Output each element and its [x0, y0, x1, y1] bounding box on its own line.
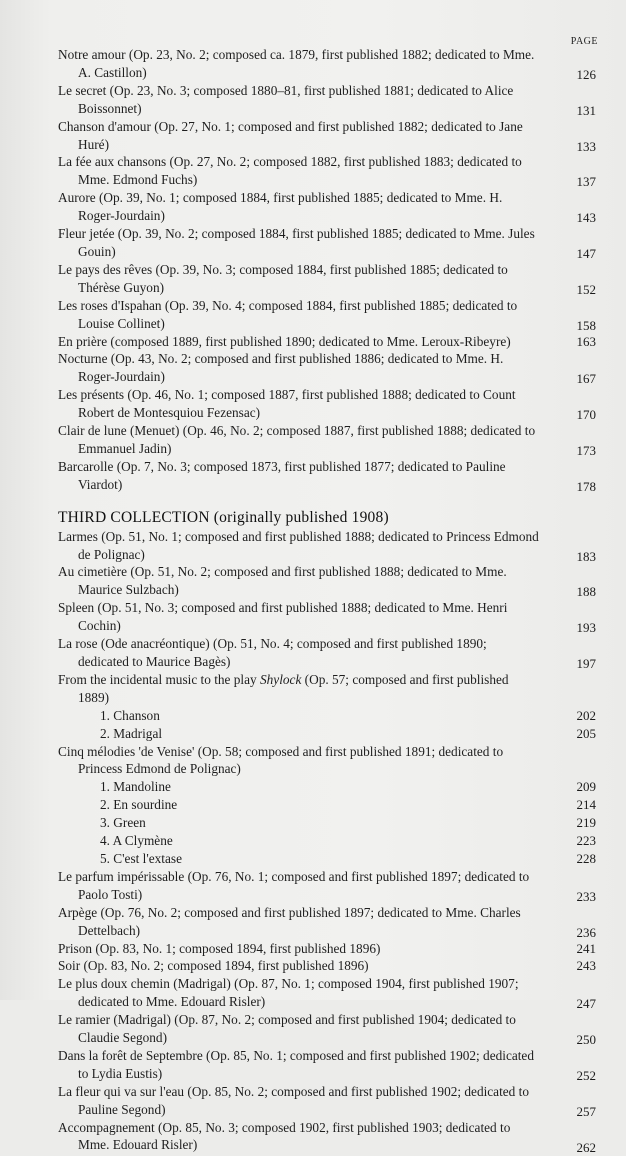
page-number: 257	[576, 1103, 596, 1119]
list-item: Cinq mélodies 'de Venise' (Op. 58; composed and first published 1891; dedicated to Princess Edmond de Polignac)	[58, 743, 504, 777]
sub-list-item: 1. Chanson 202	[100, 707, 596, 723]
page-number: 131	[576, 102, 596, 118]
list-item: La fée aux chansons (Op. 27, No. 2; composed 1882, first published 1883; dedicated to Mme. Edmond Fuchs) 137	[58, 154, 596, 190]
page-number: 233	[576, 888, 596, 904]
list-item: Larmes (Op. 51, No. 1; composed and first published 1888; dedicated to Princess Edmond de Polignac) 183	[58, 528, 596, 564]
sub-list-item: 5. C'est l'extase 228	[100, 850, 596, 866]
page-number: 252	[576, 1067, 596, 1083]
list-item: From the incidental music to the play Shylock (Op. 57; composed and first published 1889)	[58, 671, 509, 705]
list-item: Nocturne (Op. 43, No. 2; composed and first published 1886; dedicated to Mme. H. Roger-Jourdain) 167	[58, 351, 596, 387]
list-item: Arpège (Op. 76, No. 2; composed and first published 1897; dedicated to Mme. Charles Dettelbach) 236	[58, 904, 596, 940]
third-collection	[58, 528, 596, 1155]
list-item: Les présents (Op. 46, No. 1; composed 1887, first published 1888; dedicated to Count Robert de Montesquiou Fezensac) 170	[58, 387, 596, 423]
sub-list-item: 2. Madrigal 205	[100, 725, 596, 741]
page-number: 236	[576, 924, 596, 940]
list-item: En prière (composed 1889, first published 1890; dedicated to Mme. Leroux-Ribeyre) 163	[58, 333, 596, 349]
page-number: 167	[576, 371, 596, 387]
page-number: 241	[576, 940, 596, 956]
sub-list-item: 3. Green 219	[100, 815, 596, 831]
page-number: 193	[576, 620, 596, 636]
page-column-label: PAGE	[570, 36, 598, 47]
page-number: 158	[576, 317, 596, 333]
list-item: Le secret (Op. 23, No. 3; composed 1880–81, first published 1881; dedicated to Alice Boissonnet) 131	[58, 82, 596, 118]
list-item: Prison (Op. 83, No. 1; composed 1894, first published 1896) 241	[58, 940, 596, 956]
page-number: 228	[576, 850, 596, 866]
list-item: Notre amour (Op. 23, No. 2; composed ca. 1879, first published 1882; dedicated to Mme. A. Castillon) 126	[58, 47, 596, 82]
page-number: 214	[576, 797, 596, 813]
sub-list-item: 1. Mandoline 209	[100, 779, 596, 795]
page-number: 262	[576, 1139, 596, 1155]
page-number: 223	[576, 833, 596, 849]
page-number: 197	[576, 656, 596, 672]
page-number: 209	[576, 779, 596, 795]
page-number: 178	[576, 478, 596, 494]
page-number: 202	[576, 707, 596, 723]
list-item: Chanson d'amour (Op. 27, No. 1; composed and first published 1882; dedicated to Jane Huré) 133	[58, 118, 596, 154]
contents-list	[58, 46, 596, 1155]
page-number: 188	[576, 584, 596, 600]
page-number: 170	[576, 407, 596, 423]
page-number: 183	[576, 548, 596, 564]
list-item: Le ramier (Madrigal) (Op. 87, No. 2; composed and first published 1904; dedicated to Claudie Segond) 250	[58, 1012, 596, 1048]
page-number: 250	[576, 1032, 596, 1048]
page-number: 143	[576, 210, 596, 226]
page-number: 205	[576, 725, 596, 741]
page-number: 243	[576, 958, 596, 974]
list-item: Dans la forêt de Septembre (Op. 85, No. 1; composed and first published 1902; dedicated to Lydia Eustis) 252	[58, 1047, 596, 1083]
list-item: Aurore (Op. 39, No. 1; composed 1884, first published 1885; dedicated to Mme. H. Roger-Jourdain) 143	[58, 190, 596, 226]
list-item: Accompagnement (Op. 85, No. 3; composed 1902, first published 1903; dedicated to Mme. Edouard Risler) 262	[58, 1119, 596, 1155]
list-item: Le plus doux chemin (Madrigal) (Op. 87, No. 1; composed 1904, first published 1907; dedicated to Mme. Edouard Risler) 247	[58, 976, 596, 1012]
list-item: Les roses d'Ispahan (Op. 39, No. 4; composed 1884, first published 1885; dedicated to Louise Collinet) 158	[58, 297, 596, 333]
list-item: La fleur qui va sur l'eau (Op. 85, No. 2; composed and first published 1902; dedicated to Pauline Segond) 257	[58, 1083, 596, 1119]
list-item: Soir (Op. 83, No. 2; composed 1894, first published 1896) 243	[58, 958, 596, 974]
page-number: 152	[576, 281, 596, 297]
sub-list-item: 2. En sourdine 214	[100, 797, 596, 813]
second-collection-continued	[58, 46, 596, 494]
page-number: 219	[576, 815, 596, 831]
page-number: 126	[576, 67, 596, 82]
page-number: 163	[576, 333, 596, 349]
list-item: Spleen (Op. 51, No. 3; composed and first published 1888; dedicated to Mme. Henri Cochin) 193	[58, 600, 596, 636]
sub-list-item: 4. A Clymène 223	[100, 833, 596, 849]
list-item: Clair de lune (Menuet) (Op. 46, No. 2; composed 1887, first published 1888; dedicated to Emmanuel Jadin) 173	[58, 423, 596, 459]
list-item: Au cimetière (Op. 51, No. 2; composed and first published 1888; dedicated to Mme. Maurice Sulzbach) 188	[58, 564, 596, 600]
list-item: Le pays des rêves (Op. 39, No. 3; composed 1884, first published 1885; dedicated to Thérèse Guyon) 152	[58, 261, 596, 297]
list-item: La rose (Ode anacréontique) (Op. 51, No. 4; composed and first published 1890; dedicated to Maurice Bagès) 197	[58, 636, 596, 672]
list-item: Barcarolle (Op. 7, No. 3; composed 1873, first published 1877; dedicated to Pauline Viardot) 178	[58, 458, 596, 494]
page-number: 173	[576, 443, 596, 459]
page-number: 147	[576, 246, 596, 262]
page-number: 133	[576, 138, 596, 154]
page-number: 137	[576, 174, 596, 190]
page-number: 247	[576, 996, 596, 1012]
list-item: Fleur jetée (Op. 39, No. 2; composed 1884, first published 1885; dedicated to Mme. Jules Gouin) 147	[58, 226, 596, 262]
list-item: Le parfum impérissable (Op. 76, No. 1; composed and first published 1897; dedicated to Paolo Tosti) 233	[58, 868, 596, 904]
section-heading: THIRD COLLECTION (originally published 1908)	[58, 508, 389, 526]
